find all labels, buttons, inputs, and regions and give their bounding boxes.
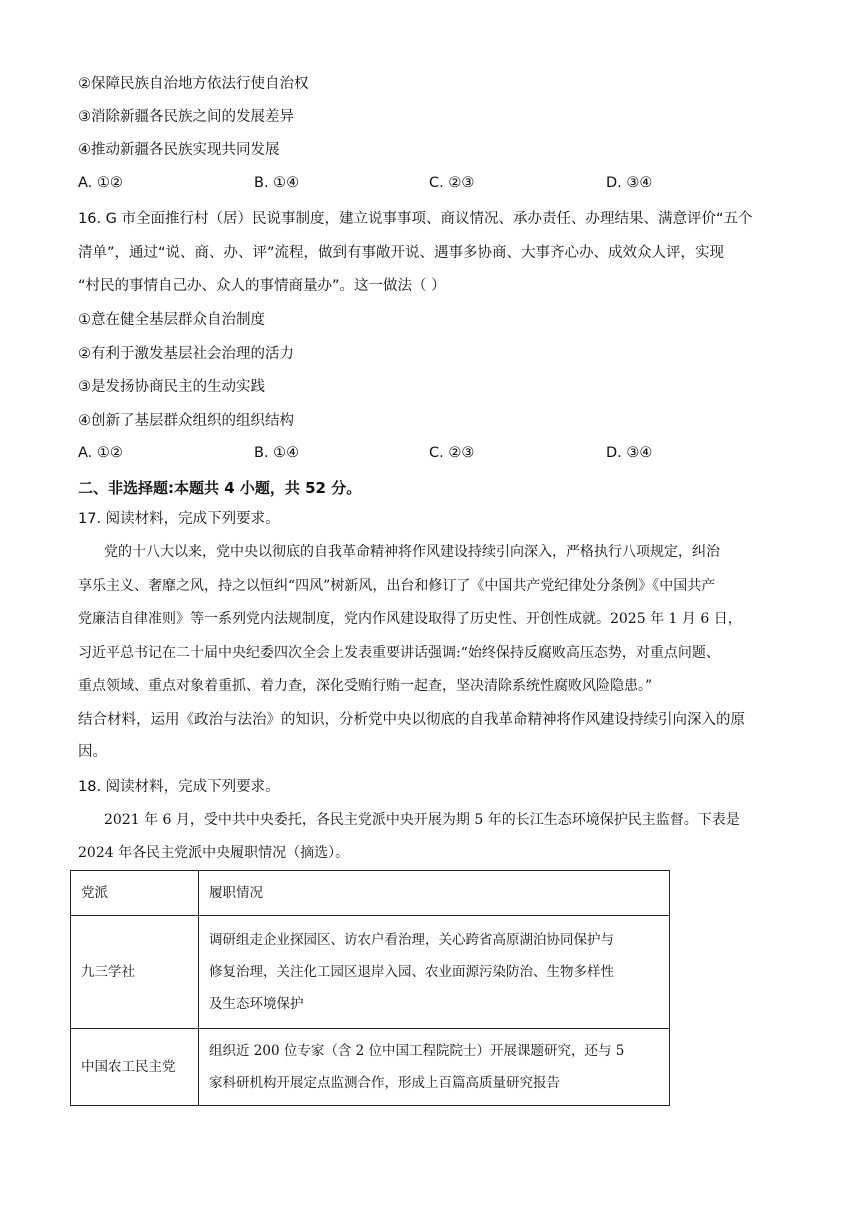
q15-option-b[interactable]: B. ①④: [254, 175, 300, 191]
q16-stem-line-1: 16. G 市全面推行村（居）民说事制度，建立说事事项、商议情况、承办责任、办理结果、满意评价“五个: [78, 211, 753, 227]
q15-item-4: ④推动新疆各民族实现共同发展: [78, 142, 280, 158]
table-row: [71, 1029, 670, 1106]
q15-item-3: ③消除新疆各民族之间的发展差异: [78, 109, 294, 125]
q15-option-c[interactable]: C. ②③: [429, 175, 475, 191]
performance-line: 修复治理，关注化工园区退岸入园、农业面源污染防治、生物多样性: [209, 964, 614, 980]
performance-line: 调研组走企业探园区、访农户看治理，关心跨省高原湖泊协同保护与: [209, 932, 614, 948]
performance-line: 及生态环境保护: [209, 996, 304, 1012]
table-cell-party: 九三学社: [71, 916, 199, 1029]
section-2-title: 二、非选择题:本题共 4 小题，共 52 分。: [78, 479, 362, 497]
q16-stem-line-3: “村民的事情自己办、众人的事情商量办”。这一做法（ ）: [78, 278, 446, 294]
q18-heading: 18. 阅读材料，完成下列要求。: [78, 779, 280, 795]
table-cell-performance: [199, 1029, 670, 1106]
q17-material-line-1: 党的十八大以来，党中央以彻底的自我革命精神将作风建设持续引向深入，严格执行八项规定，纠治: [104, 544, 720, 560]
performance-line: 组织近 200 位专家（含 2 位中国工程院院士）开展课题研究，还与 5: [209, 1043, 625, 1059]
q16-item-2: ②有利于激发基层社会治理的活力: [78, 346, 294, 362]
q17-question-line-2: 因。: [78, 744, 107, 760]
q15-item-2: ②保障民族自治地方依法行使自治权: [78, 76, 309, 92]
q16-option-d[interactable]: D. ③④: [606, 445, 653, 461]
q16-option-c[interactable]: C. ②③: [429, 445, 475, 461]
table-header-row: [71, 871, 670, 916]
q16-item-1: ①意在健全基层群众自治制度: [78, 312, 265, 328]
q15-option-d[interactable]: D. ③④: [606, 175, 653, 191]
q17-material-line-2: 享乐主义、奢靡之风，持之以恒纠“四风”树新风，出台和修订了《中国共产党纪律处分条例》《中国共产: [78, 578, 716, 594]
q16-option-b[interactable]: B. ①④: [254, 445, 300, 461]
table-header-performance: 履职情况: [199, 871, 670, 916]
table-cell-party: 中国农工民主党: [71, 1029, 199, 1106]
q16-option-a[interactable]: A. ①②: [78, 445, 123, 461]
table-header-party: 党派: [71, 871, 199, 916]
q16-options: [78, 445, 778, 465]
q17-material-line-3: 党廉洁自律准则》等一系列党内法规制度，党内作风建设取得了历史性、开创性成就。2025 年 1 月 6 日，: [78, 611, 742, 627]
q17-question-line-1: 结合材料，运用《政治与法治》的知识，分析党中央以彻底的自我革命精神将作风建设持续引向深入的原: [78, 712, 745, 728]
q16-stem-line-2: 清单”，通过“说、商、办、评”流程，做到有事敞开说、遇事多协商、大事齐心办、成效众人评，实现: [78, 245, 725, 261]
q18-performance-table: [70, 870, 670, 1106]
q18-material-line-2: 2024 年各民主党派中央履职情况（摘选）。: [78, 845, 350, 861]
q17-material-line-5: 重点领域、重点对象着重抓、着力查，深化受贿行贿一起查，坚决清除系统性腐败风险隐患。”: [78, 678, 653, 694]
table-row: [71, 916, 670, 1029]
q16-item-3: ③是发扬协商民主的生动实践: [78, 379, 265, 395]
q18-material-line-1: 2021 年 6 月，受中共中央委托，各民主党派中央开展为期 5 年的长江生态环境保护民主监督。下表是: [104, 812, 740, 828]
q17-heading: 17. 阅读材料，完成下列要求。: [78, 511, 280, 527]
q15-option-a[interactable]: A. ①②: [78, 175, 123, 191]
q16-item-4: ④创新了基层群众组织的组织结构: [78, 413, 294, 429]
table-cell-performance: [199, 916, 670, 1029]
performance-line: 家科研机构开展定点监测合作，形成上百篇高质量研究报告: [209, 1075, 560, 1091]
q17-material-line-4: 习近平总书记在二十届中央纪委四次全会上发表重要讲话强调:“始终保持反腐败高压态势，对重点问题、: [78, 645, 720, 661]
q15-options: [78, 175, 778, 195]
